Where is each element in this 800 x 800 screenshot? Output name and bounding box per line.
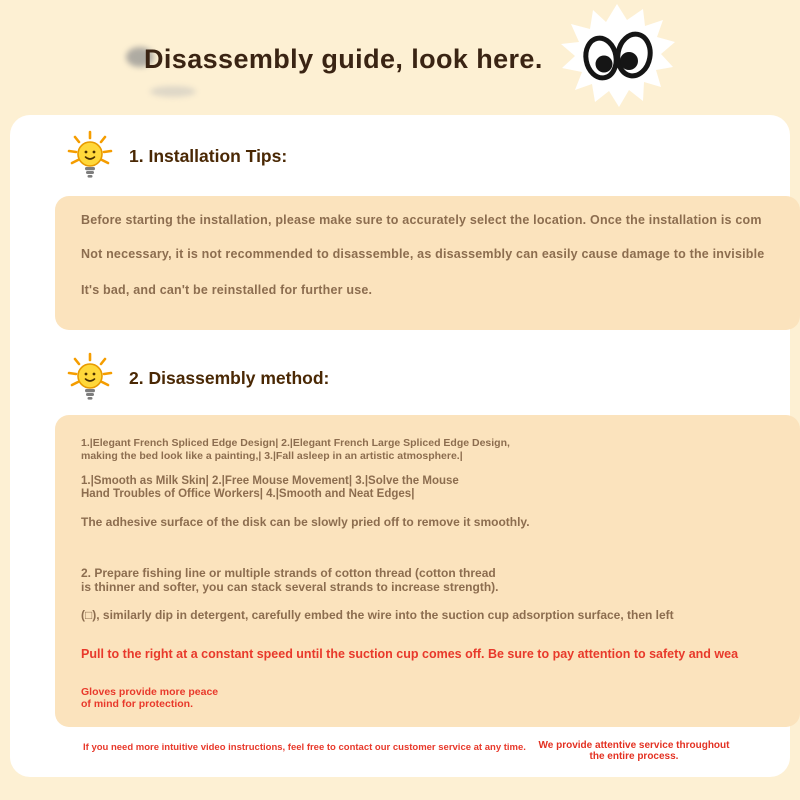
feature-line: 1.|Smooth as Milk Skin| 2.|Free Mouse Movement| 3.|Solve the Mouse: [81, 475, 459, 487]
tips-line: It's bad, and can't be reinstalled for further use.: [81, 283, 373, 297]
gloves-note: [81, 687, 218, 710]
safety-warning: Pull to the right at a constant speed until the suction cup comes off. Be sure to pay attention to safety and wea: [81, 647, 739, 661]
tips-line: Before starting the installation, please make sure to accurately select the location. Once the installation is com: [81, 213, 762, 227]
customer-service-note: If you need more intuitive video instructions, feel free to contact our customer service at any time.: [83, 742, 526, 753]
lightbulb-svg: [66, 130, 114, 182]
gloves-note-line: Gloves provide more peace: [81, 686, 219, 698]
feature-list-2: [81, 475, 459, 501]
section-method-header: [66, 352, 329, 404]
service-promise-line: We provide attentive service throughout: [538, 740, 730, 751]
tips-box: [55, 196, 800, 330]
smudge-mark: [150, 86, 196, 97]
section-tips-heading: 1. Installation Tips:: [129, 145, 288, 166]
method-step: (□), similarly dip in detergent, carefully embed the wire into the suction cup adsorption surface, then left: [81, 608, 674, 622]
method-step: The adhesive surface of the disk can be slowly pried off to remove it smoothly.: [81, 515, 530, 529]
feature-list-1: [81, 437, 510, 462]
service-promise-note: [528, 741, 740, 762]
gloves-note-line: of mind for protection.: [81, 697, 193, 710]
surprised-eyes-starburst-icon: [556, 4, 678, 114]
section-method-heading: 2. Disassembly method:: [129, 367, 330, 388]
feature-line: 1.|Elegant French Spliced Edge Design| 2.|Elegant French Large Spliced Edge Design,: [81, 437, 510, 449]
method-step-line: is thinner and softer, you can stack several strands to increase strength).: [81, 579, 499, 594]
lightbulb-svg: [66, 352, 114, 404]
method-step-line: 2. Prepare fishing line or multiple strands of cotton thread (cotton thread: [81, 566, 496, 580]
lightbulb-icon: [66, 130, 114, 182]
page-title: Disassembly guide, look here.: [144, 44, 543, 74]
method-box: [55, 415, 800, 727]
starburst-eyes-svg: [556, 4, 678, 114]
tips-line: Not necessary, it is not recommended to disassemble, as disassembly can easily cause damage to the invisible: [81, 247, 765, 261]
feature-line: making the bed look like a painting,| 3.|Fall asleep in an artistic atmosphere.|: [81, 449, 463, 462]
feature-line: Hand Troubles of Office Workers| 4.|Smooth and Neat Edges|: [81, 488, 415, 500]
lightbulb-icon: [66, 352, 114, 404]
service-promise-line: the entire process.: [589, 750, 679, 762]
section-tips-header: [66, 130, 287, 182]
method-step: [81, 567, 498, 594]
